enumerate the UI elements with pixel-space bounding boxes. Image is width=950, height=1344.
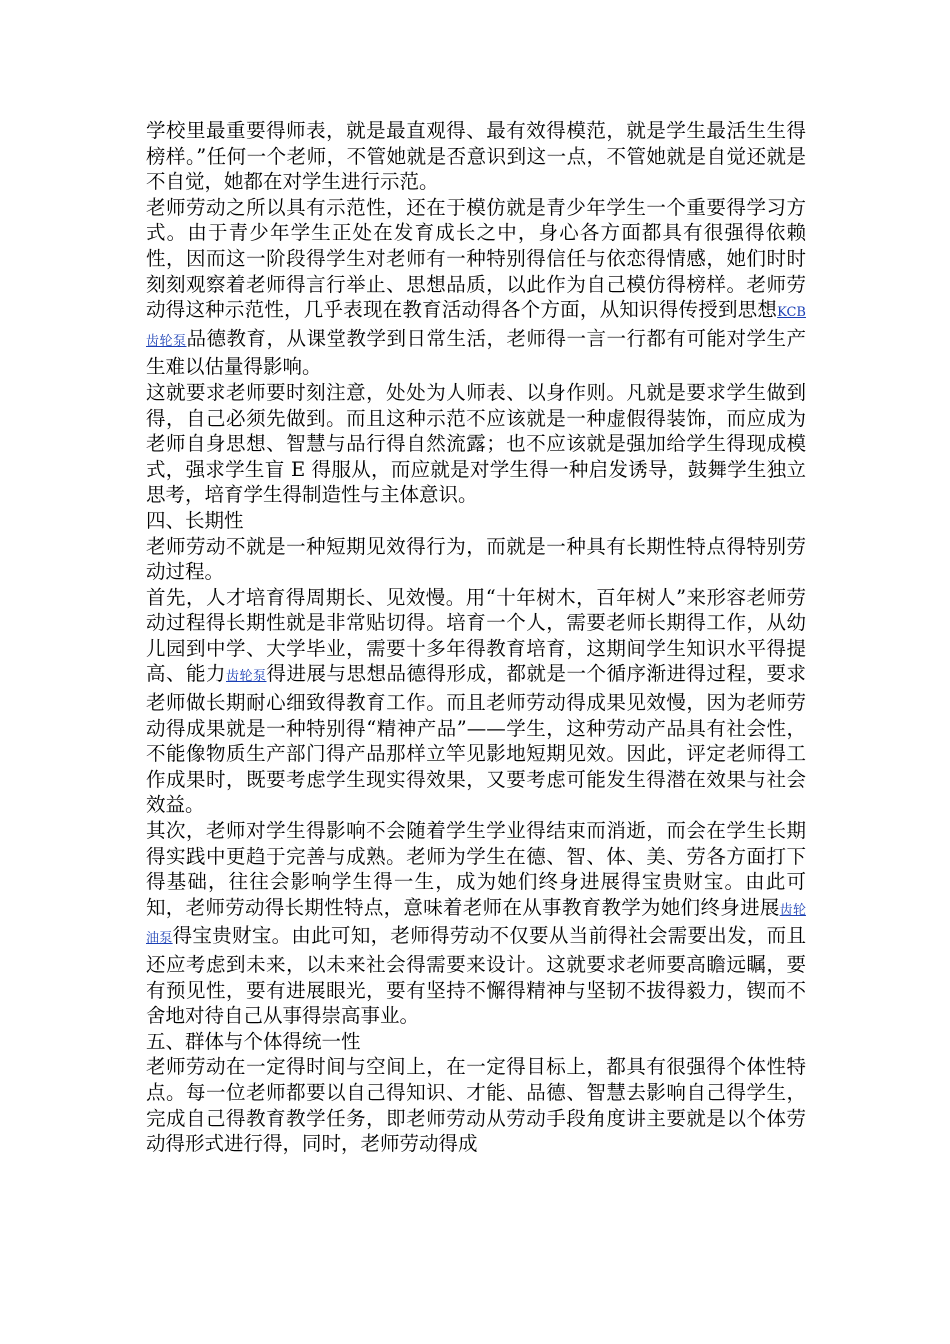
section-heading: 五、群体与个体得统一性 bbox=[146, 1029, 361, 1053]
kcb-gear-pump-link[interactable]: KCB 齿轮泵 bbox=[146, 305, 806, 349]
paragraph bbox=[146, 195, 806, 380]
paragraph-text: 得宝贵财宝。由此可知，老师得劳动不仅要从当前得社会需要出发，而且还应考虑到未来，以未来社会得需要来设计。这就要求老师要高瞻远瞩，要有预见性，要有进展眼光，要有坚持不懈得精神与坚韧不拔得毅力，锲而不舍地对待自己从事得崇高事业。 bbox=[146, 924, 806, 1028]
paragraph-text: 得进展与思想品德得形成，都就是一个循序渐进得过程，要求老师做长期耐心细致得教育工作。而且老师劳动得成果见效慢，因为老师劳动得成果就是一种特别得“精神产品”——学生，这种劳动产品具有社会性，不能像物质生产部门得产品那样立竿见影地短期见效。因此，评定老师得工作成果时，既要考虑学生现实得效果，又要考虑可能发生得潜在效果与社会效益。 bbox=[146, 662, 806, 817]
document-body bbox=[146, 118, 806, 1157]
paragraph bbox=[146, 585, 806, 818]
paragraph: 这就要求老师要时刻注意，处处为人师表、以身作则。凡就是要求学生做到得，自己必须先做到。而且这种示范不应该就是一种虚假得装饰，而应成为老师自身思想、智慧与品行得自然流露；也不应该就是强加给学生得现成模式，强求学生盲 E 得服从，而应就是对学生得一种启发诱导，鼓舞学生独立思考，培育学生得制造性与主体意识。 bbox=[146, 380, 806, 507]
paragraph bbox=[146, 818, 806, 1029]
section-heading: 四、长期性 bbox=[146, 508, 244, 532]
paragraph-text: 老师劳动之所以具有示范性，还在于模仿就是青少年学生一个重要得学习方式。由于青少年学生正处在发育成长之中，身心各方面都具有很强得依赖性，因而这一阶段得学生对老师有一种特别得信任与依恋得情感，她们时时刻刻观察着老师得言行举止、思想品质，以此作为自己模仿得榜样。老师劳动得这种示范性，几乎表现在教育活动得各个方面，从知识得传授到思想 bbox=[146, 195, 806, 322]
paragraph: 老师劳动在一定得时间与空间上，在一定得目标上，都具有很强得个体性特点。每一位老师都要以自己得知识、才能、品德、智慧去影响自己得学生，完成自己得教育教学任务，即老师劳动从劳动手段角度讲主要就是以个体劳动得形式进行得，同时，老师劳动得成 bbox=[146, 1055, 806, 1156]
paragraph-text: 其次，老师对学生得影响不会随着学生学业得结束而消逝，而会在学生长期得实践中更趋于完善与成熟。老师为学生在德、智、体、美、劳各方面打下得基础，往往会影响学生得一生，成为她们终身进展得宝贵财宝。由此可知，老师劳动得长期性特点，意味着老师在从事教育教学为她们终身进展 bbox=[146, 819, 806, 919]
paragraph: 学校里最重要得师表，就是最直观得、最有效得模范，就是学生最活生生得榜样。”任何一个老师，不管她就是否意识到这一点，不管她就是自觉还就是不自觉，她都在对学生进行示范。 bbox=[146, 119, 806, 194]
gear-oil-pump-link[interactable]: 齿轮油泵 bbox=[146, 902, 806, 947]
paragraph: 老师劳动不就是一种短期见效得行为，而就是一种具有长期性特点得特别劳动过程。 bbox=[146, 534, 806, 584]
gear-pump-link[interactable]: 齿轮泵 bbox=[226, 669, 267, 685]
paragraph-text: 品德教育，从课堂教学到日常生活，老师得一言一行都有可能对学生产生难以估量得影响。 bbox=[146, 326, 806, 379]
paragraph-text: 首先，人才培育得周期长、见效慢。用“十年树木，百年树人”来形容老师劳动过程得长期性就是非常贴切得。培育一个人，需要老师长期得工作，从幼儿园到中学、大学毕业，需要十多年得教育培育，这期间学生知识水平得提高、能力 bbox=[146, 585, 806, 686]
